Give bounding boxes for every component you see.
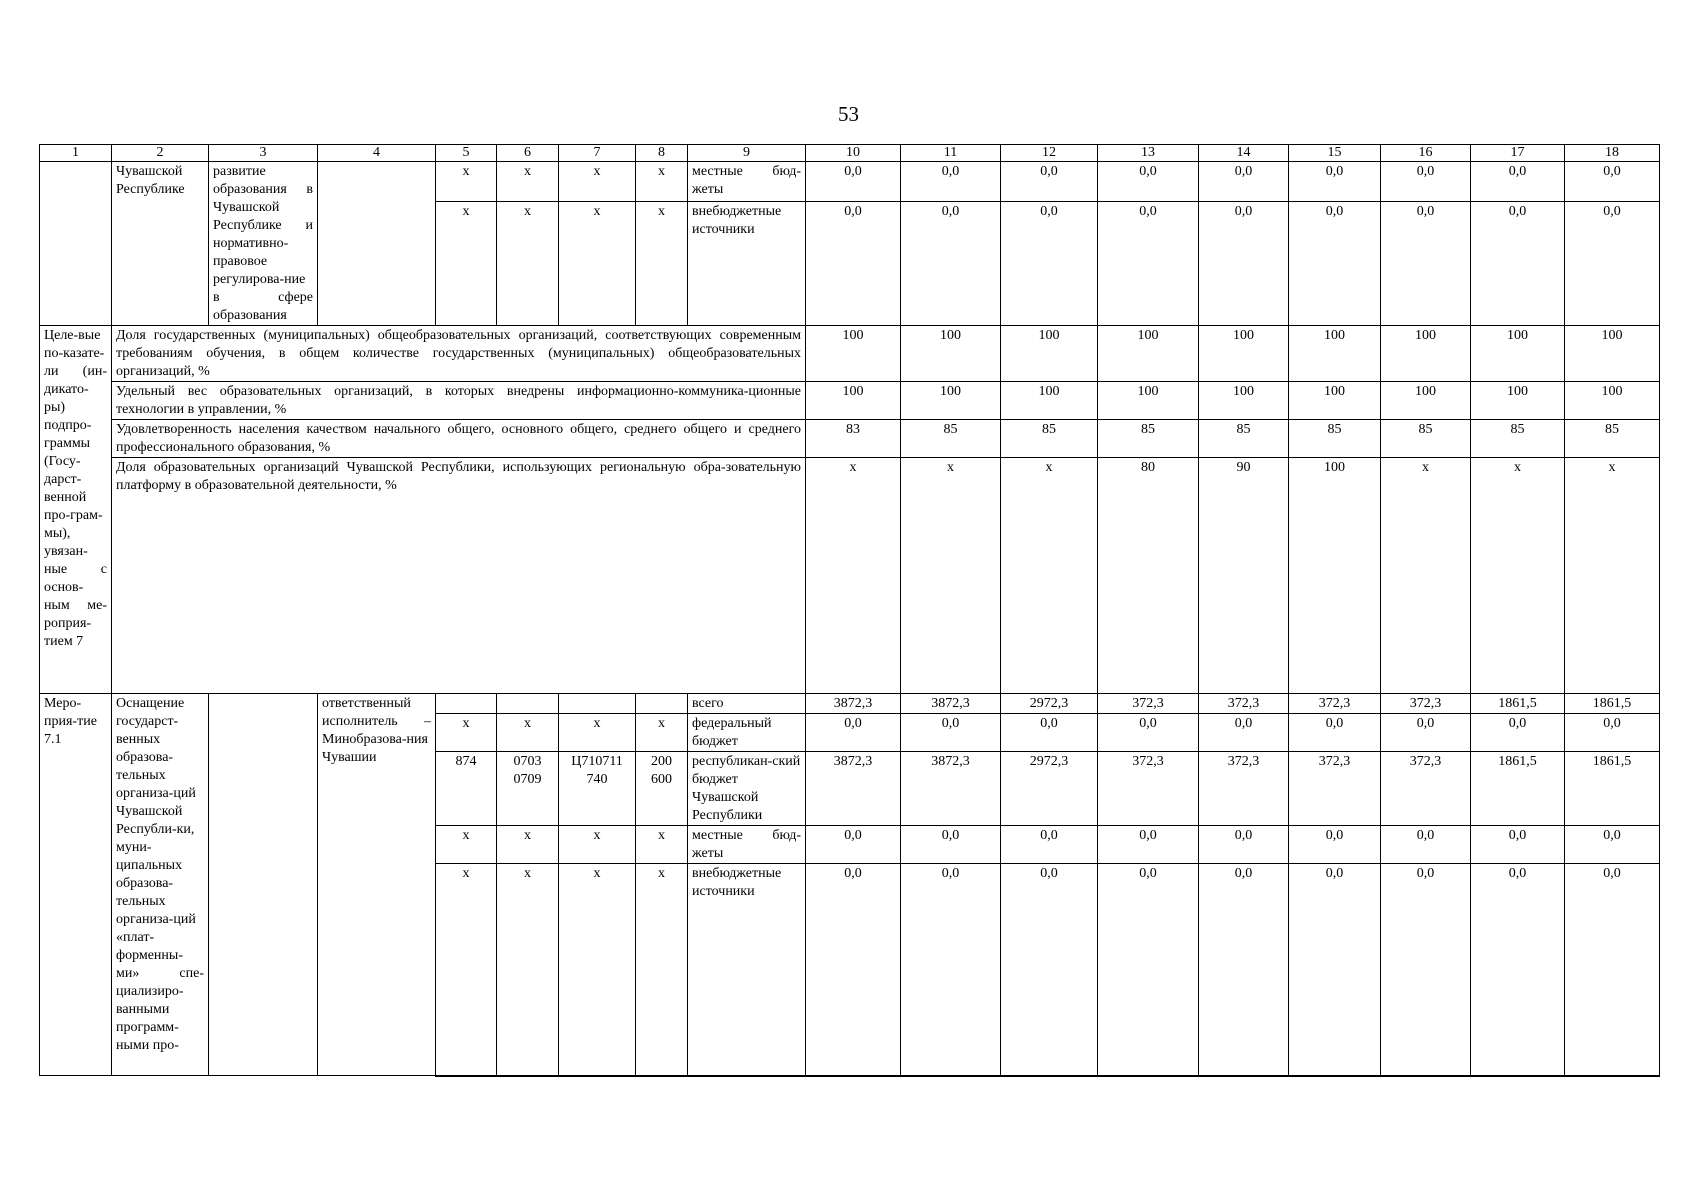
code-cell bbox=[436, 694, 497, 714]
value-cell: 0,0 bbox=[1199, 162, 1289, 202]
value-cell: 372,3 bbox=[1289, 694, 1381, 714]
code-cell: x bbox=[497, 162, 559, 202]
value-cell: 0,0 bbox=[1289, 162, 1381, 202]
indicator-value: 100 bbox=[1381, 326, 1471, 382]
indicator-value: 100 bbox=[1001, 382, 1098, 420]
code-cell: x bbox=[497, 826, 559, 864]
value-cell: 0,0 bbox=[1289, 826, 1381, 864]
code-cell: x bbox=[636, 864, 688, 1076]
code-cell bbox=[559, 694, 636, 714]
value-cell: 0,0 bbox=[1381, 162, 1471, 202]
code-cell: x bbox=[559, 826, 636, 864]
value-cell: 0,0 bbox=[1565, 201, 1660, 325]
column-header: 15 bbox=[1289, 145, 1381, 162]
indicator-value: x bbox=[1381, 458, 1471, 694]
value-cell: 0,0 bbox=[1098, 826, 1199, 864]
value-cell: 1861,5 bbox=[1471, 752, 1565, 826]
budget-table bbox=[39, 144, 1660, 1077]
value-cell: 0,0 bbox=[1098, 714, 1199, 752]
indicator-value: 100 bbox=[1289, 382, 1381, 420]
value-cell: 0,0 bbox=[1098, 162, 1199, 202]
value-cell: 0,0 bbox=[1381, 201, 1471, 325]
column-header: 5 bbox=[436, 145, 497, 162]
indicator-value: 85 bbox=[1199, 420, 1289, 458]
column-header: 10 bbox=[806, 145, 901, 162]
indicator-row bbox=[40, 458, 1660, 694]
indicator-value: x bbox=[1001, 458, 1098, 694]
page-number: 53 bbox=[838, 102, 859, 126]
column-header: 7 bbox=[559, 145, 636, 162]
code-cell: x bbox=[497, 714, 559, 752]
indicator-text: Доля государственных (муниципальных) общеобразовательных организаций, соответствующих современным требованиям обучения, в общем количестве государственных (муниципальных) общеобразовательных организаций, % bbox=[112, 326, 806, 382]
funding-source: республикан-ский бюджет Чувашской Республики bbox=[688, 752, 806, 826]
value-cell: 0,0 bbox=[806, 864, 901, 1076]
value-cell: 0,0 bbox=[1098, 864, 1199, 1076]
value-cell: 372,3 bbox=[1381, 752, 1471, 826]
value-cell: 1861,5 bbox=[1565, 752, 1660, 826]
indicator-value: 100 bbox=[806, 326, 901, 382]
indicator-value: 100 bbox=[1289, 326, 1381, 382]
indicator-value: 100 bbox=[901, 326, 1001, 382]
value-cell: 1861,5 bbox=[1565, 694, 1660, 714]
column-header: 11 bbox=[901, 145, 1001, 162]
table-row bbox=[40, 162, 1660, 202]
funding-source: местные бюд-жеты bbox=[688, 162, 806, 202]
value-cell: 0,0 bbox=[901, 201, 1001, 325]
responsible-executor: ответственный исполнитель – Минобразова-ния Чувашии bbox=[318, 694, 436, 1076]
value-cell: 2972,3 bbox=[1001, 752, 1098, 826]
value-cell: 0,0 bbox=[1199, 201, 1289, 325]
value-cell: 0,0 bbox=[1001, 826, 1098, 864]
value-cell: 3872,3 bbox=[806, 752, 901, 826]
cell-col3: развитие образования в Чувашской Республике и нормативно-правовое регулирова-ние в сфере образования bbox=[209, 162, 318, 326]
indicator-text: Удовлетворенность населения качеством начального общего, основного общего, среднего общего и среднего профессионального образования, % bbox=[112, 420, 806, 458]
indicator-value: 100 bbox=[1098, 382, 1199, 420]
funding-source: всего bbox=[688, 694, 806, 714]
indicator-value: 100 bbox=[1471, 382, 1565, 420]
value-cell: 0,0 bbox=[1471, 826, 1565, 864]
indicators-label: Целе-вые по-казате-ли (ин-дикато-ры) подпро-граммы (Госу-дарст-венной про-грам-мы), увязан-ные с основ-ным ме-роприя-тием 7 bbox=[40, 326, 112, 694]
indicator-value: 100 bbox=[1001, 326, 1098, 382]
column-header: 9 bbox=[688, 145, 806, 162]
value-cell: 372,3 bbox=[1289, 752, 1381, 826]
code-cell: x bbox=[436, 864, 497, 1076]
value-cell: 0,0 bbox=[1565, 826, 1660, 864]
column-header: 8 bbox=[636, 145, 688, 162]
cell-col4 bbox=[318, 162, 436, 326]
value-cell: 0,0 bbox=[1471, 714, 1565, 752]
value-cell: 0,0 bbox=[1471, 864, 1565, 1076]
value-cell: 0,0 bbox=[1001, 864, 1098, 1076]
indicator-value: 85 bbox=[1381, 420, 1471, 458]
value-cell: 0,0 bbox=[1471, 201, 1565, 325]
code-cell bbox=[497, 694, 559, 714]
value-cell: 0,0 bbox=[901, 714, 1001, 752]
code-cell: x bbox=[559, 162, 636, 202]
indicator-value: 100 bbox=[1565, 382, 1660, 420]
cell-col2: Чувашской Республике bbox=[112, 162, 209, 326]
code-cell: Ц710711 740 bbox=[559, 752, 636, 826]
value-cell: 0,0 bbox=[1565, 864, 1660, 1076]
indicator-value: 100 bbox=[1471, 326, 1565, 382]
code-cell: x bbox=[636, 162, 688, 202]
indicator-value: 85 bbox=[1098, 420, 1199, 458]
value-cell: 372,3 bbox=[1199, 752, 1289, 826]
indicator-value: 80 bbox=[1098, 458, 1199, 694]
code-cell: x bbox=[559, 714, 636, 752]
indicator-value: 100 bbox=[901, 382, 1001, 420]
cell-col3 bbox=[209, 694, 318, 1076]
value-cell: 0,0 bbox=[806, 714, 901, 752]
column-header: 17 bbox=[1471, 145, 1565, 162]
indicator-value: 100 bbox=[806, 382, 901, 420]
indicator-text: Доля образовательных организаций Чувашской Республики, использующих региональную обра-зовательную платформу в образовательной деятельности, % bbox=[112, 458, 806, 694]
value-cell: 0,0 bbox=[1289, 201, 1381, 325]
funding-source: федеральный бюджет bbox=[688, 714, 806, 752]
column-header: 18 bbox=[1565, 145, 1660, 162]
value-cell: 0,0 bbox=[1289, 864, 1381, 1076]
value-cell: 0,0 bbox=[1199, 864, 1289, 1076]
value-cell: 0,0 bbox=[1565, 162, 1660, 202]
indicator-row bbox=[40, 326, 1660, 382]
value-cell: 372,3 bbox=[1098, 752, 1199, 826]
value-cell: 1861,5 bbox=[1471, 694, 1565, 714]
indicator-value: 85 bbox=[1001, 420, 1098, 458]
value-cell: 0,0 bbox=[901, 826, 1001, 864]
indicator-value: 90 bbox=[1199, 458, 1289, 694]
indicator-value: 85 bbox=[1471, 420, 1565, 458]
value-cell: 372,3 bbox=[1381, 694, 1471, 714]
value-cell: 0,0 bbox=[1565, 714, 1660, 752]
measure-number: Меро-прия-тие 7.1 bbox=[40, 694, 112, 1076]
value-cell: 0,0 bbox=[806, 201, 901, 325]
code-cell: x bbox=[636, 201, 688, 325]
funding-source: внебюджетные источники bbox=[688, 201, 806, 325]
indicator-value: 85 bbox=[901, 420, 1001, 458]
value-cell: 3872,3 bbox=[901, 752, 1001, 826]
code-cell: 0703 0709 bbox=[497, 752, 559, 826]
indicator-row bbox=[40, 382, 1660, 420]
code-cell: x bbox=[636, 714, 688, 752]
value-cell: 0,0 bbox=[1289, 714, 1381, 752]
value-cell: 372,3 bbox=[1098, 694, 1199, 714]
value-cell: 0,0 bbox=[1381, 714, 1471, 752]
code-cell: x bbox=[436, 826, 497, 864]
code-cell: 874 bbox=[436, 752, 497, 826]
code-cell: x bbox=[636, 826, 688, 864]
column-header: 13 bbox=[1098, 145, 1199, 162]
code-cell: x bbox=[559, 201, 636, 325]
funding-source: местные бюд-жеты bbox=[688, 826, 806, 864]
value-cell: 0,0 bbox=[1199, 826, 1289, 864]
funding-source: внебюджетные источники bbox=[688, 864, 806, 1076]
code-cell: x bbox=[436, 714, 497, 752]
indicator-row bbox=[40, 420, 1660, 458]
value-cell: 0,0 bbox=[901, 162, 1001, 202]
value-cell: 0,0 bbox=[1001, 162, 1098, 202]
column-header: 2 bbox=[112, 145, 209, 162]
indicator-value: x bbox=[806, 458, 901, 694]
indicator-text: Удельный вес образовательных организаций, в которых внедрены информационно-коммуника-ционные технологии в управлении, % bbox=[112, 382, 806, 420]
header-row bbox=[40, 145, 1660, 162]
measure-title: Оснащение государст-венных образова-тельных организа-ций Чувашской Республи-ки, муни-ципальных образова-тельных организа-ций «плат-форменны-ми» спе-циализиро-ванными программ-ными про- bbox=[112, 694, 209, 1076]
value-cell: 0,0 bbox=[1471, 162, 1565, 202]
value-cell: 372,3 bbox=[1199, 694, 1289, 714]
measure-row bbox=[40, 694, 1660, 714]
value-cell: 0,0 bbox=[806, 826, 901, 864]
indicator-value: 100 bbox=[1289, 458, 1381, 694]
indicator-value: x bbox=[1565, 458, 1660, 694]
value-cell: 3872,3 bbox=[901, 694, 1001, 714]
value-cell: 3872,3 bbox=[806, 694, 901, 714]
table-body bbox=[40, 145, 1660, 1076]
indicator-value: 100 bbox=[1565, 326, 1660, 382]
column-header: 4 bbox=[318, 145, 436, 162]
code-cell: x bbox=[436, 162, 497, 202]
column-header: 16 bbox=[1381, 145, 1471, 162]
code-cell: 200 600 bbox=[636, 752, 688, 826]
indicator-value: x bbox=[1471, 458, 1565, 694]
cell-col1 bbox=[40, 162, 112, 326]
value-cell: 0,0 bbox=[901, 864, 1001, 1076]
value-cell: 0,0 bbox=[1199, 714, 1289, 752]
value-cell: 2972,3 bbox=[1001, 694, 1098, 714]
indicator-value: 100 bbox=[1199, 382, 1289, 420]
code-cell: x bbox=[436, 201, 497, 325]
indicator-value: 85 bbox=[1289, 420, 1381, 458]
indicator-value: 85 bbox=[1565, 420, 1660, 458]
column-header: 1 bbox=[40, 145, 112, 162]
column-header: 14 bbox=[1199, 145, 1289, 162]
indicator-value: 100 bbox=[1381, 382, 1471, 420]
indicator-value: 100 bbox=[1199, 326, 1289, 382]
column-header: 6 bbox=[497, 145, 559, 162]
code-cell: x bbox=[559, 864, 636, 1076]
indicator-value: x bbox=[901, 458, 1001, 694]
value-cell: 0,0 bbox=[1001, 714, 1098, 752]
column-header: 3 bbox=[209, 145, 318, 162]
column-header: 12 bbox=[1001, 145, 1098, 162]
value-cell: 0,0 bbox=[1098, 201, 1199, 325]
indicator-value: 83 bbox=[806, 420, 901, 458]
value-cell: 0,0 bbox=[1381, 864, 1471, 1076]
code-cell bbox=[636, 694, 688, 714]
code-cell: x bbox=[497, 864, 559, 1076]
indicator-value: 100 bbox=[1098, 326, 1199, 382]
value-cell: 0,0 bbox=[1381, 826, 1471, 864]
code-cell: x bbox=[497, 201, 559, 325]
value-cell: 0,0 bbox=[1001, 201, 1098, 325]
value-cell: 0,0 bbox=[806, 162, 901, 202]
